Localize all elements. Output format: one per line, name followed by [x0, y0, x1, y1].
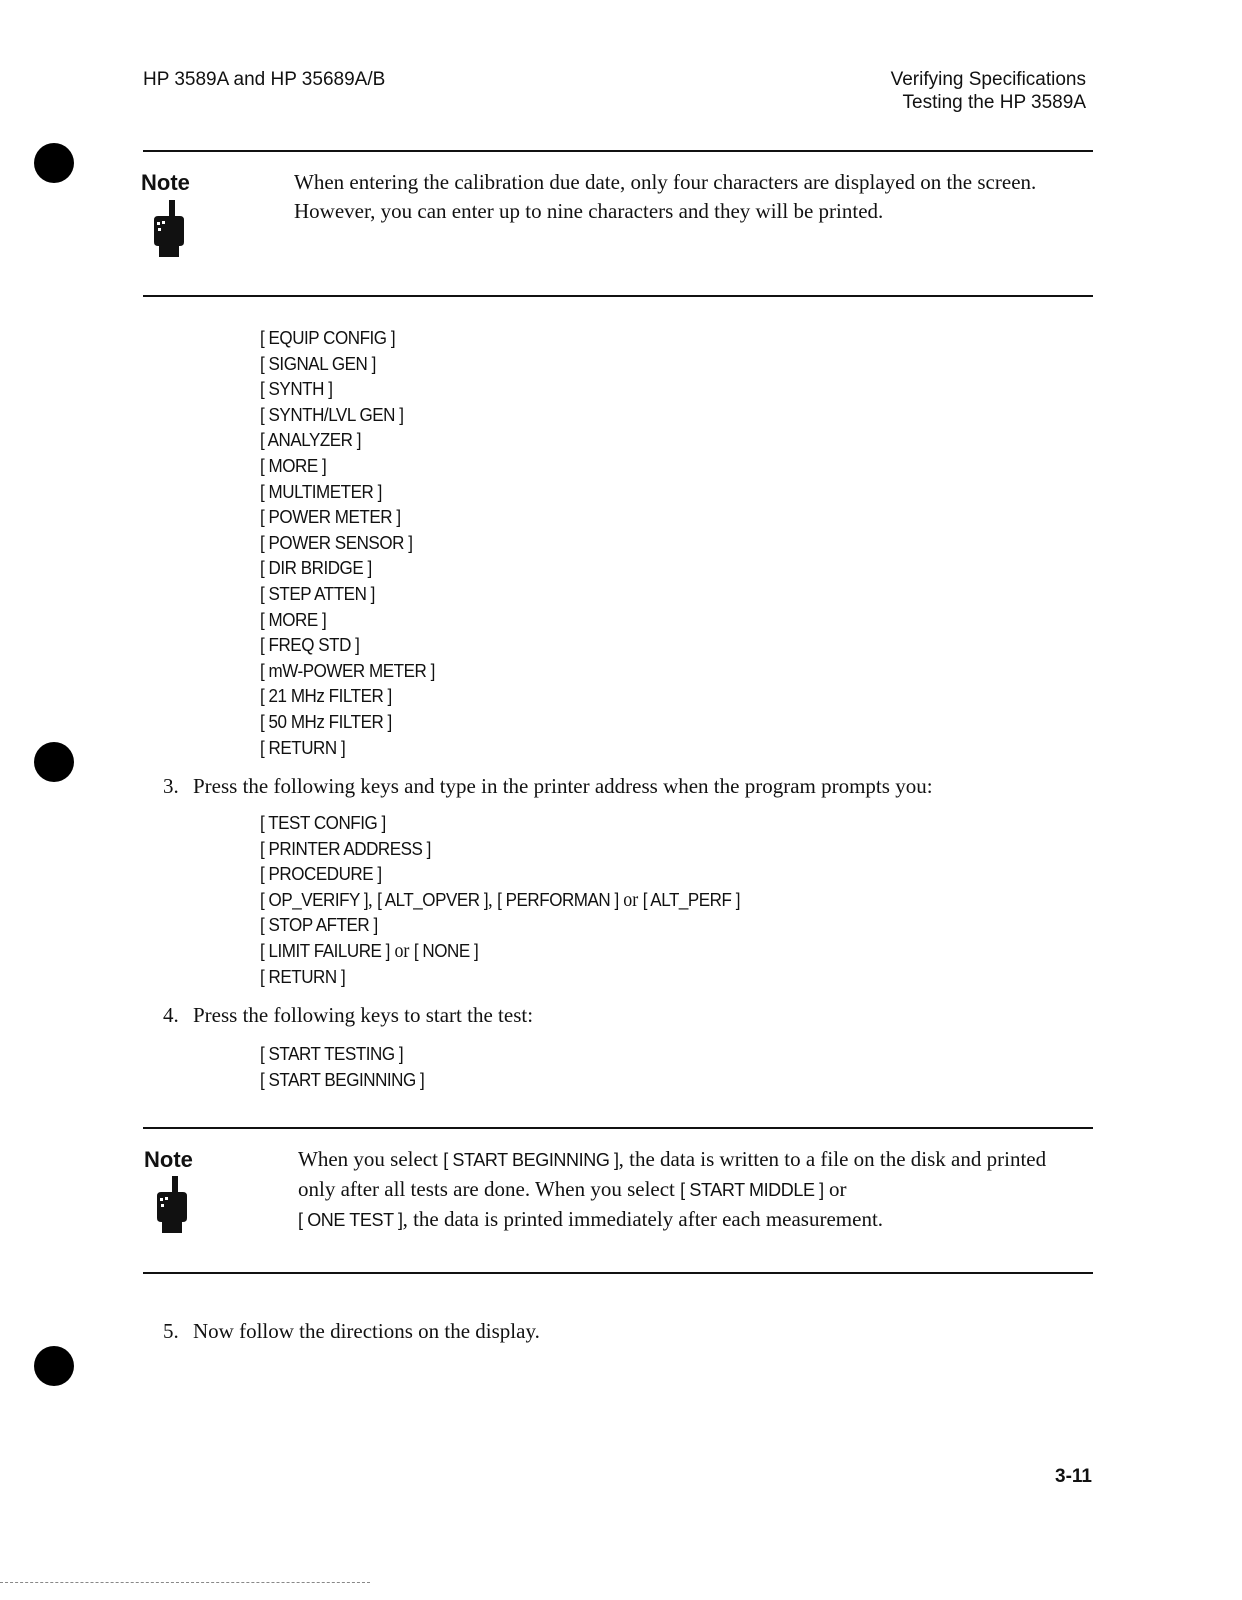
binder-hole — [34, 1346, 74, 1386]
key-label: [ 50 MHz FILTER ] — [260, 710, 392, 732]
key-label: [ FREQ STD ] — [260, 634, 360, 656]
key-label: [ MORE ] — [260, 608, 327, 630]
key-label: [ mW-POWER METER ] — [260, 659, 435, 681]
note-text: When entering the calibration due date, only four characters are displayed on the screen. However, you can enter up to nine characters and they will be printed. — [294, 170, 1037, 223]
note-bottom-rule — [143, 295, 1093, 297]
start-key-list — [260, 1041, 424, 1092]
key-label: [ EQUIP CONFIG ] — [260, 327, 396, 348]
step-number: 5. — [163, 1319, 179, 1343]
binder-hole — [34, 143, 74, 183]
header-section-title: Verifying Specifications — [890, 69, 1086, 90]
key-label: [ DIR BRIDGE ] — [260, 557, 372, 579]
limit-options-line: [ LIMIT FAILURE ] or [ NONE ] — [260, 939, 479, 962]
note-top-rule — [143, 1127, 1093, 1129]
key-label: [ START BEGINNING ] — [260, 1068, 425, 1090]
step-text: Press the following keys to start the test: — [193, 1003, 534, 1027]
step-5 — [163, 1318, 540, 1344]
key-label: [ POWER SENSOR ] — [260, 531, 413, 553]
key-label: [ SYNTH/LVL GEN ] — [260, 403, 404, 425]
key-label: [ ANALYZER ] — [260, 429, 362, 451]
key-label: [ PROCEDURE ] — [260, 863, 382, 885]
header-right — [891, 68, 1086, 114]
pointing-hand-icon — [148, 198, 188, 258]
key-label: [ 21 MHz FILTER ] — [260, 685, 392, 707]
step-3 — [163, 773, 933, 799]
key-label: [ STEP ATTEN ] — [260, 582, 375, 604]
key-label: [ TEST CONFIG ] — [260, 812, 386, 833]
scan-edge-line — [0, 1582, 370, 1583]
key-label: [ PERFORMAN ] — [497, 888, 619, 910]
key-label: [ ALT_PERF ] — [642, 888, 740, 910]
key-label: [ RETURN ] — [260, 965, 346, 987]
equip-config-key-list — [260, 325, 435, 760]
key-label: [ MULTIMETER ] — [260, 480, 382, 502]
note-label: Note — [144, 1147, 193, 1172]
step-number: 4. — [163, 1003, 179, 1027]
key-label: [ START BEGINNING ] — [443, 1150, 619, 1170]
test-config-key-list — [260, 810, 740, 989]
step-4 — [163, 1002, 533, 1028]
key-label: [ ALT_OPVER ] — [377, 888, 489, 910]
step-number: 3. — [163, 774, 179, 798]
key-label: [ PRINTER ADDRESS ] — [260, 837, 431, 859]
header-subsection-title: Testing the HP 3589A — [902, 92, 1086, 113]
note-text: When you select [ START BEGINNING ], the data is written to a file on the disk and printed only after all tests are done. When you select [ START MIDDLE ] or [ ONE TEST ], the data is printed immediately after each measurement. — [298, 1147, 1047, 1231]
key-label: [ ONE TEST ] — [298, 1210, 403, 1230]
key-label: [ START TESTING ] — [260, 1043, 404, 1064]
key-label: [ STOP AFTER ] — [260, 914, 378, 936]
key-label: [ MORE ] — [260, 454, 327, 476]
step-text: Now follow the directions on the display. — [193, 1319, 540, 1343]
procedure-options-line: [ OP_VERIFY ], [ ALT_OPVER ], [ PERFORMAN ] or [ ALT_PERF ] — [260, 888, 740, 911]
step-text: Press the following keys and type in the printer address when the program prompts you: — [193, 774, 933, 798]
key-label: [ OP_VERIFY ] — [260, 888, 369, 910]
binder-hole — [34, 742, 74, 782]
key-label: [ POWER METER ] — [260, 506, 401, 528]
key-label: [ SIGNAL GEN ] — [260, 352, 376, 374]
pointing-hand-icon — [151, 1174, 191, 1234]
key-label: [ SYNTH ] — [260, 378, 333, 400]
key-label: [ LIMIT FAILURE ] — [260, 939, 390, 961]
key-label: [ RETURN ] — [260, 736, 346, 758]
key-label: [ NONE ] — [413, 939, 479, 961]
page-number: 3-11 — [1055, 1466, 1092, 1487]
key-label: [ START MIDDLE ] — [680, 1180, 824, 1200]
note-label: Note — [141, 170, 190, 195]
note-bottom-rule — [143, 1272, 1093, 1274]
note-top-rule — [143, 150, 1093, 152]
header-left: HP 3589A and HP 35689A/B — [143, 69, 386, 90]
